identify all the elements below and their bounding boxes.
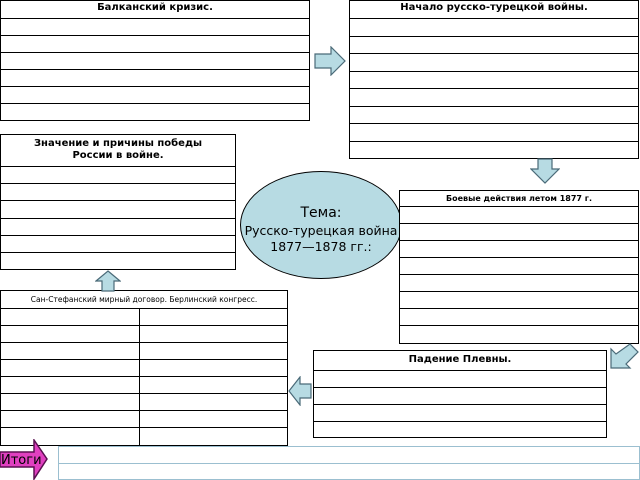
table-row[interactable]	[350, 124, 638, 142]
table-row[interactable]	[400, 326, 638, 343]
table-row[interactable]	[1, 104, 309, 121]
table-row[interactable]	[1, 70, 309, 87]
table-row[interactable]	[1, 167, 235, 184]
table-row[interactable]	[1, 377, 287, 394]
war-start-table	[349, 0, 639, 159]
topic-label: Тема:	[300, 205, 342, 221]
table-row[interactable]	[400, 258, 638, 275]
strip-divider	[59, 463, 639, 464]
table-row[interactable]	[1, 326, 287, 343]
table-row[interactable]	[314, 421, 606, 438]
table-row[interactable]	[1, 36, 309, 53]
balkan-crisis-title: Балканский кризис.	[1, 1, 309, 19]
arrow-down-left-icon	[608, 342, 640, 370]
table-row[interactable]	[1, 360, 287, 377]
arrow-up-icon	[95, 270, 121, 292]
table-row[interactable]	[350, 142, 638, 160]
table-row[interactable]	[400, 292, 638, 309]
table-row[interactable]	[1, 309, 287, 326]
table-row[interactable]	[350, 107, 638, 125]
table-row[interactable]	[350, 37, 638, 55]
summer-battles-title: Боевые действия летом 1877 г.	[400, 191, 638, 207]
table-row[interactable]	[314, 404, 606, 421]
table-row[interactable]	[1, 184, 235, 201]
topic-line1: Русско-турецкая война	[244, 223, 398, 238]
arrow-down-icon	[530, 158, 560, 184]
arrow-left-icon	[288, 376, 312, 406]
summer-battles-table	[399, 190, 639, 344]
treaty-table	[0, 290, 288, 446]
table-row[interactable]	[350, 72, 638, 90]
topic-line2: 1877—1878 гг.:	[270, 239, 372, 254]
arrow-right-icon	[314, 46, 346, 76]
table-row[interactable]	[1, 253, 235, 270]
table-row[interactable]	[1, 201, 235, 218]
table-row[interactable]	[350, 54, 638, 72]
table-row[interactable]	[1, 219, 235, 236]
balkan-crisis-table	[0, 0, 310, 121]
column-divider	[139, 309, 140, 445]
table-row[interactable]	[314, 387, 606, 404]
treaty-title: Сан-Стефанский мирный договор. Берлинский конгресс.	[1, 291, 287, 309]
treaty-grid	[1, 309, 287, 445]
results-button[interactable]	[0, 439, 48, 480]
table-row[interactable]	[400, 309, 638, 326]
table-row[interactable]	[1, 394, 287, 411]
plevna-title: Падение Плевны.	[408, 354, 512, 365]
results-button-label: Итоги	[1, 453, 42, 468]
table-row[interactable]	[400, 241, 638, 258]
plevna-table	[313, 350, 607, 438]
table-row[interactable]	[400, 207, 638, 224]
table-row[interactable]	[1, 53, 309, 70]
table-row[interactable]	[1, 411, 287, 428]
table-row[interactable]	[1, 87, 309, 104]
table-row[interactable]	[350, 19, 638, 37]
table-row[interactable]	[400, 224, 638, 241]
table-row[interactable]	[1, 19, 309, 36]
table-row[interactable]	[314, 370, 606, 387]
war-start-title: Начало русско-турецкой войны.	[350, 1, 638, 19]
victory-meaning-table	[0, 134, 236, 270]
summary-strip	[58, 446, 640, 480]
table-row[interactable]	[1, 236, 235, 253]
victory-meaning-title-line1: Значение и причины победы	[33, 138, 203, 149]
table-row[interactable]	[1, 343, 287, 360]
topic-ellipse	[240, 171, 402, 279]
table-row[interactable]	[350, 89, 638, 107]
victory-meaning-title	[1, 135, 235, 167]
victory-meaning-title-line2: России в войне.	[72, 150, 164, 161]
table-row[interactable]	[400, 275, 638, 292]
